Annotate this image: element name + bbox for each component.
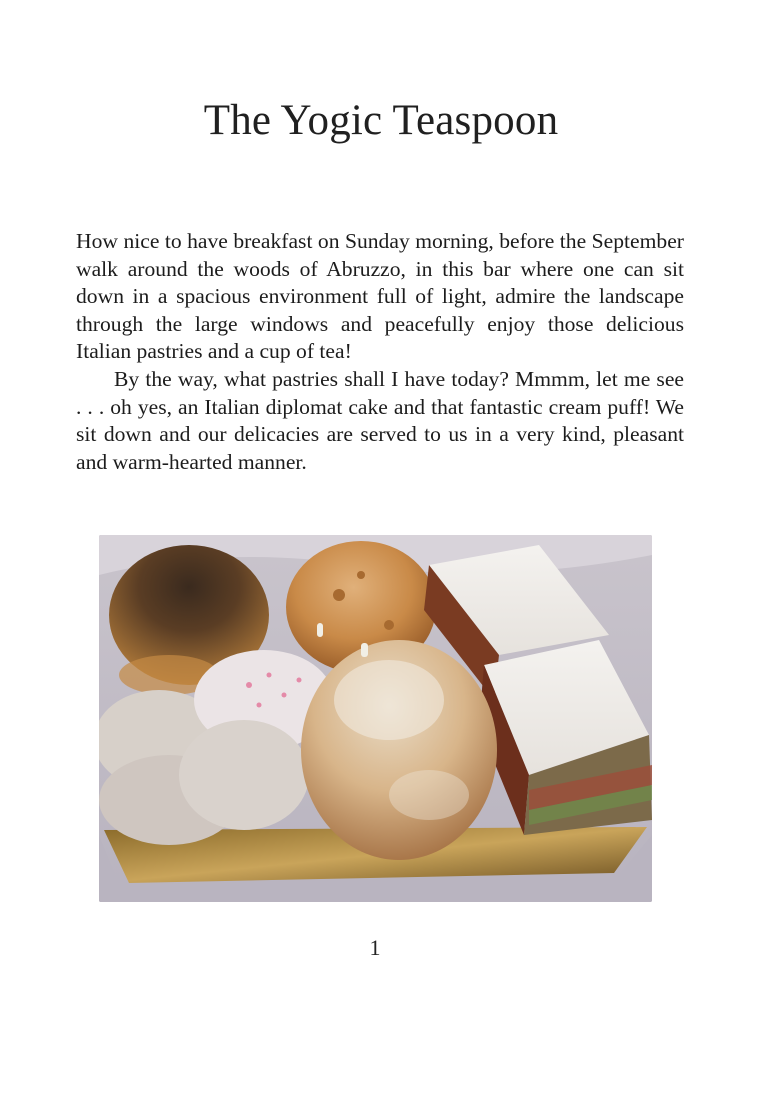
pastries-photo <box>99 535 652 902</box>
pastries-illustration <box>99 535 652 902</box>
paragraph-1: How nice to have breakfast on Sunday morning, before the September walk around the woods of Abruzzo, in this bar where one can sit down in a spacious environment full of light, admire the landscape through the large windows and peacefully enjoy those delicious Italian pastries and a cup of tea! <box>76 229 684 364</box>
chapter-title: The Yogic Teaspoon <box>203 97 559 144</box>
body-text <box>76 228 684 476</box>
paragraph-2: By the way, what pastries shall I have today? Mmmm, let me see . . . oh yes, an Italian diplomat cake and that fantastic cream puff! We sit down and our delicacies are served to us in a very kind, pleasant and warm-hearted manner. <box>76 366 684 474</box>
page-number: 1 <box>369 935 381 960</box>
